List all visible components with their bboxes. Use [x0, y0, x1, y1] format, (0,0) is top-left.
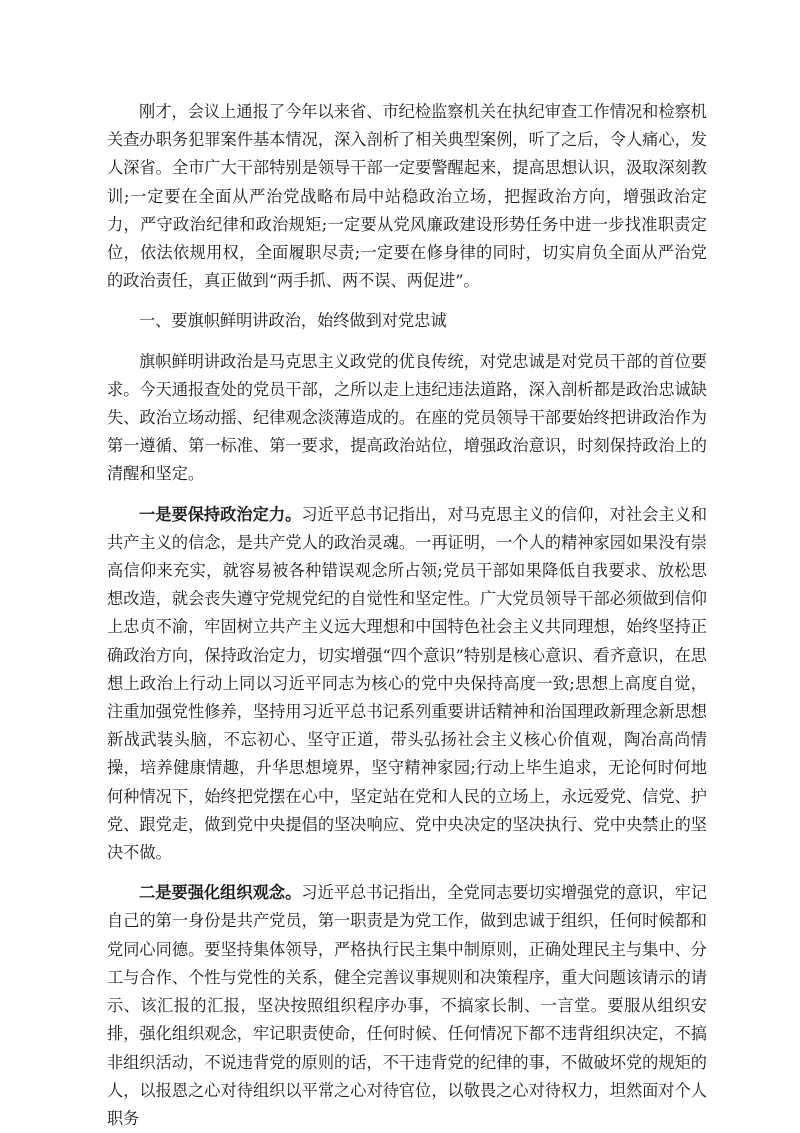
point-two-body: 习近平总书记指出，全党同志要切实增强党的意识，牢记自己的第一身份是共产党员，第一职责是为党工作，做到忠诚于组织，任何时候都和党同心同德。要坚持集体领导，严格执行民主集中制原则，正确处理民主与集中、分工与合作、个性与党性的关系，健全完善议事规则和决策程序，重大问题该请示的请示、该汇报的汇报，坚决按照组织程序办事，不搞家长制、一言堂。要服从组织安排，强化组织观念，牢记职责使命，任何时候、任何情况下都不违背组织决定，不搞非组织活动，不说违背党的原则的话，不干违背党的纪律的事，不做破坏党的规矩的人，以报恩之心对待组织以平常之心对待官位，以敬畏之心对待权力，坦然面对个人职务 [107, 883, 708, 1128]
section-intro-paragraph: 旗帜鲜明讲政治是马克思主义政党的优良传统，对党忠诚是对党员干部的首位要求。今天通报查处的党员干部，之所以走上违纪违法道路，深入剖析都是政治忠诚缺失、政治立场动摇、纪律观念淡薄造成的。在座的党员领导干部要始终把讲政治作为第一遵循、第一标准、第一要求，提高政治站位，增强政治意识，时刻保持政治上的清醒和坚定。 [107, 351, 707, 484]
point-one-lead: 一是要保持政治定力。 [139, 504, 302, 524]
point-one-body: 习近平总书记指出，对马克思主义的信仰，对社会主义和共产主义的信念，是共产党人的政治灵魂。一再证明，一个人的精神家园如果没有崇高信仰来充实，就容易被各种错误观念所占领;党员干部如果降低自我要求、放松思想改造，就会丧失遵守党规党纪的自觉性和坚定性。广大党员领导干部必须做到信仰上忠贞不渝，牢固树立共产主义远大理想和中国特色社会主义共同理想，始终坚持正确政治方向，保持政治定力，切实增强“四个意识”特别是核心意识、看齐意识，在思想上政治上行动上同以习近平同志为核心的党中央保持高度一致;思想上高度自觉，注重加强党性修养，坚持用习近平总书记系列重要讲话精神和治国理政新理念新思想新战武装头脑，不忘初心、坚守正道，带头弘扬社会主义核心价值观，陶冶高尚情操，培养健康情趣，升华思想境界，坚守精神家园;行动上毕生追求，无论何时何地何种情况下，始终把党摆在心中，坚定站在党和人民的立场上，永远爱党、信党、护党、跟党走，做到党中央提倡的坚决响应、党中央决定的坚决执行、党中央禁止的坚决不做。 [107, 504, 708, 863]
document-page [107, 98, 707, 1133]
point-two-paragraph [107, 879, 707, 1133]
point-two-lead: 二是要强化组织观念。 [139, 883, 302, 903]
intro-paragraph: 刚才，会议上通报了今年以来省、市纪检监察机关在执纪审查工作情况和检察机关查办职务犯罪案件基本情况，深入剖析了相关典型案例，听了之后，令人痛心，发人深省。全市广大干部特别是领导干部一定要警醒起来，提高思想认识，汲取深刻教训;一定要在全面从严治党战略布局中站稳政治立场，把握政治方向，增强政治定力，严守政治纪律和政治规矩;一定要从党风廉政建设形势任务中进一步找准职责定位，依法依规用权，全面履职尽责;一定要在修身律的同时，切实肩负全面从严治党的政治责任，真正做到“两手抓、两不误、两促进”。 [107, 102, 707, 291]
point-one-paragraph [107, 501, 707, 868]
section-heading: 一、要旗帜鲜明讲政治，始终做到对党忠诚 [139, 311, 447, 331]
